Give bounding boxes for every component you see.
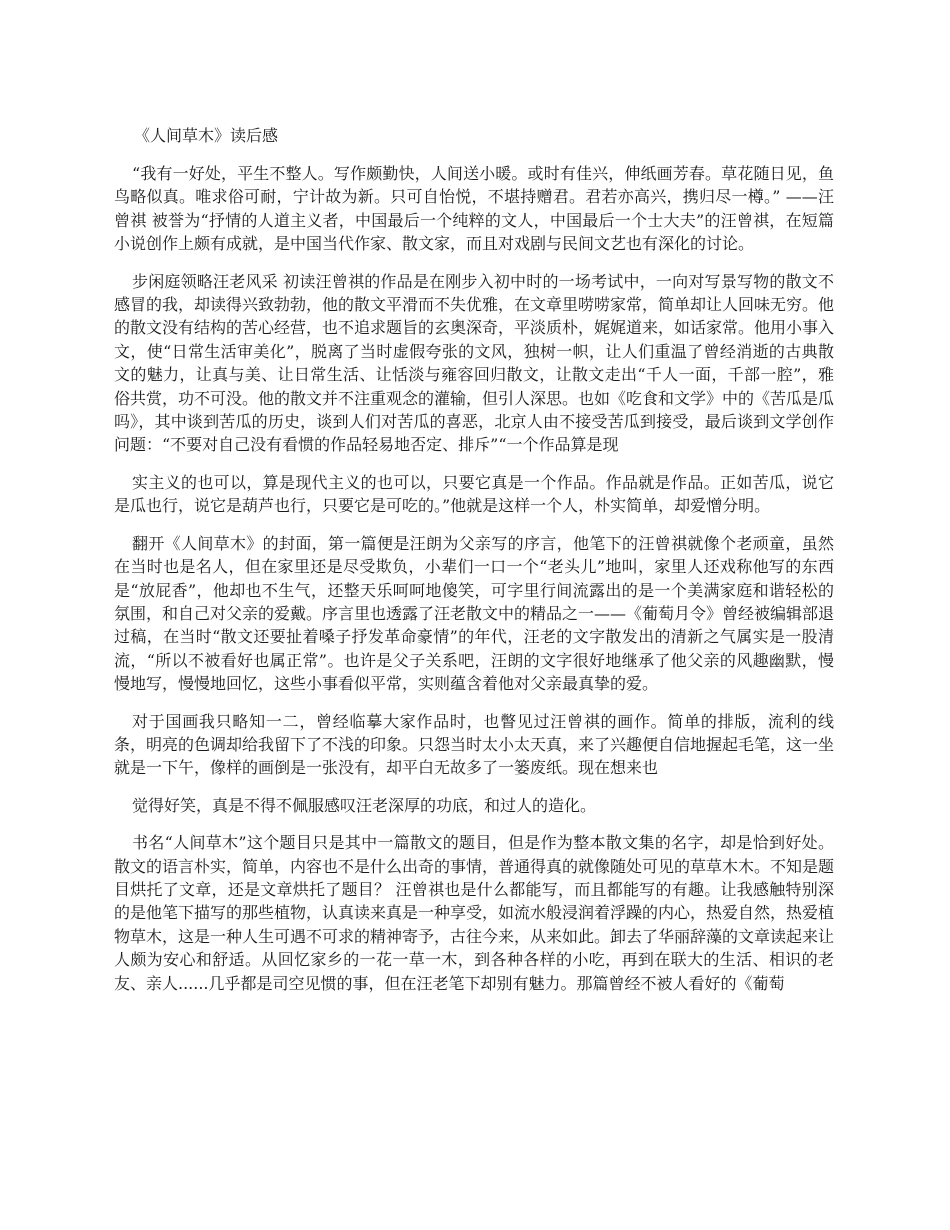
paragraph-1: “我有一好处，平生不整人。写作颇勤快，人间送小暖。或时有佳兴，伸纸画芳春。草花随日见，鱼鸟略似真。唯求俗可耐，宁计故为新。只可自怡悦，不堪持赠君。君若亦高兴，携归尽一樽。” ——汪曾祺 被誉为“抒情的人道主义者，中国最后一个纯粹的文人，中国最后一个士大夫”的汪曾祺，在短篇小说创作上颇有成就，是中国当代作家、散文家，而且对戏剧与民间文艺也有深化的讨论。 bbox=[114, 164, 834, 254]
document-title: 《人间草木》读后感 bbox=[134, 126, 279, 145]
paragraph-4: 翻开《人间草木》的封面，第一篇便是汪朗为父亲写的序言，他笔下的汪曾祺就像个老顽童，虽然在当时也是名人，但在家里还是尽受欺负，小辈们一口一个“老头儿”地叫，家里人还戏称他写的东西是“放屁香”，他却也不生气，还整天乐呵呵地傻笑，可字里行间流露出的是一个美满家庭和谐轻松的氛围，和自己对父亲的爱戴。序言里也透露了汪老散文中的精品之一——《葡萄月令》曾经被编辑部退过稿，在当时“散文还要扯着嗓子抒发革命豪情”的年代，汪老的文字散发出的清新之气属实是一股清流，“所以不被看好也属正常”。也许是父子关系吧，汪朗的文字很好地继承了他父亲的风趣幽默，慢慢地写，慢慢地回忆，这些小事看似平常，实则蕴含着他对父亲最真挚的爱。 bbox=[114, 533, 835, 694]
paragraph-5: 对于国画我只略知一二，曾经临摹大家作品时，也瞥见过汪曾祺的画作。简单的排版，流利的线条，明亮的色调却给我留下了不浅的印象。只怨当时太小太天真，来了兴趣便自信地握起毛笔，这一坐就是一下午，像样的画倒是一张没有，却平白无故多了一篓废纸。现在想来也 bbox=[114, 711, 835, 778]
document-page bbox=[114, 124, 834, 1009]
paragraph-2: 步闲庭领略汪老风采 初读汪曾祺的作品是在刚步入初中时的一场考试中，一向对写景写物的散文不感冒的我，却读得兴致勃勃，他的散文平滑而不失优雅，在文章里唠唠家常，简单却让人回味无穷。他的散文没有结构的苦心经营，也不追求题旨的玄奥深奇，平淡质朴，娓娓道来，如话家常。他用小事入文，使“日常生活审美化”，脱离了当时虚假夸张的文风，独树一帜，让人们重温了曾经消逝的古典散文的魅力，让真与美、让日常生活、让恬淡与雍容回归散文，让散文走出“千人一面，千部一腔”，雅俗共赏，功不可没。他的散文并不注重观念的灌输，但引人深思。也如《吃食和文学》中的《苦瓜是瓜吗》，其中谈到苦瓜的历史，谈到人们对苦瓜的喜恶，北京人由不接受苦瓜到接受，最后谈到文学创作问题：“不要对自己没有看惯的作品轻易地否定、排斥”“一个作品算是现 bbox=[114, 271, 835, 455]
paragraph-3: 实主义的也可以，算是现代主义的也可以，只要它真是一个作品。作品就是作品。正如苦瓜，说它是瓜也行，说它是葫芦也行，只要它是可吃的。”他就是这样一个人，朴实简单，却爱憎分明。 bbox=[114, 472, 834, 516]
paragraph-7: 书名“人间草木”这个题目只是其中一篇散文的题目，但是作为整本散文集的名字，却是恰到好处。散文的语言朴实，简单，内容也不是什么出奇的事情，普通得真的就像随处可见的草草木木。不知是题目烘托了文章，还是文章烘托了题目？ 汪曾祺也是什么都能写，而且都能写的有趣。让我感触特别深的是他笔下描写的那些植物，认真读来真是一种享受，如流水般浸润着浮躁的内心，热爱自然，热爱植物草木，这是一种人生可遇不可求的精神寄予，古往今来，从来如此。卸去了华丽辞藻的文章读起来让人颇为安心和舒适。从回忆家乡的一花一草一木，到各种各样的小吃，再到在联大的生活、相识的老友、亲人......几乎都是司空见惯的事，但在汪老笔下却别有魅力。那篇曾经不被人看好的《葡萄 bbox=[114, 833, 835, 993]
paragraph-6: 觉得好笑，真是不得不佩服感叹汪老深厚的功底，和过人的造化。 bbox=[132, 795, 597, 815]
